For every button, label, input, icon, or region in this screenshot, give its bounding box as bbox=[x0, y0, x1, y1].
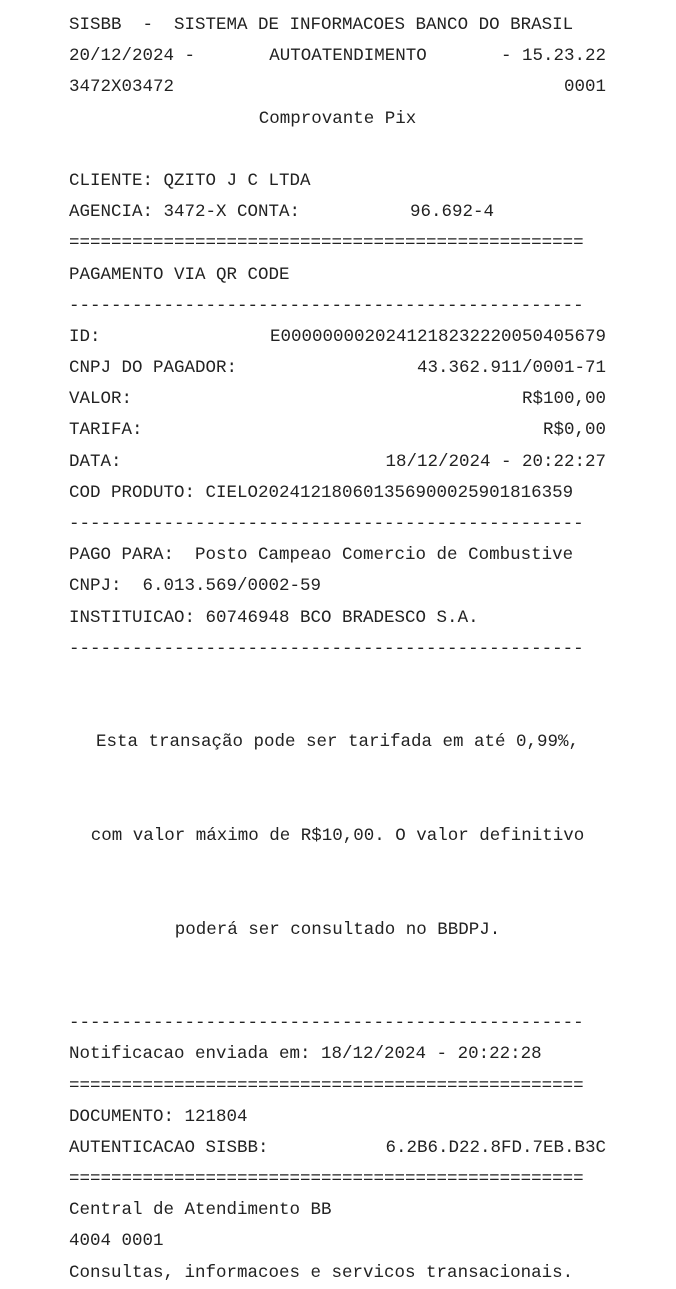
fee-notice bbox=[69, 665, 606, 1008]
services-line bbox=[69, 1258, 606, 1289]
payer-cnpj-label: CNPJ DO PAGADOR: bbox=[69, 358, 238, 379]
receipt-title: Comprovante Pix bbox=[258, 108, 417, 129]
receipt-title-line bbox=[69, 104, 606, 135]
header-terminal: 3472X03472 bbox=[69, 77, 175, 98]
blank-line bbox=[69, 135, 606, 166]
tarifa-value: R$0,00 bbox=[542, 420, 606, 441]
payment-id-value: E00000000202412182322200504056​79 bbox=[269, 326, 606, 347]
pix-receipt bbox=[69, 10, 606, 1289]
valor-value: R$100,00 bbox=[521, 389, 606, 410]
instituicao: INSTITUICAO: 60746948 BCO BRADESCO S.A. bbox=[69, 607, 479, 628]
payment-id-line bbox=[69, 322, 606, 353]
autenticacao-line bbox=[69, 1133, 606, 1164]
single-separator: ------------------------------------------------- bbox=[69, 638, 584, 659]
documento-line bbox=[69, 1102, 606, 1133]
notification-text: Notificacao enviada em: 18/12/2024 - 20:22:28 bbox=[69, 1044, 542, 1065]
header-time: - 15.23.22 bbox=[500, 46, 606, 67]
double-separator: ================================================= bbox=[69, 233, 584, 254]
documento: DOCUMENTO: 121804 bbox=[69, 1106, 248, 1127]
header-system-line bbox=[69, 10, 606, 41]
header-system: SISBB - SISTEMA DE INFORMACOES BANCO DO BRASIL bbox=[69, 15, 574, 35]
client-name-line bbox=[69, 166, 606, 197]
valor-label: VALOR: bbox=[69, 389, 133, 410]
payee-cnpj: CNPJ: 6.013.569/0002-59 bbox=[69, 576, 322, 597]
client-agency-line bbox=[69, 197, 606, 228]
notification-line bbox=[69, 1039, 606, 1070]
header-date-line bbox=[69, 41, 606, 72]
phone-line bbox=[69, 1226, 606, 1257]
autenticacao-value: 6.2B6.D22.8FD.7EB.B3C bbox=[385, 1137, 606, 1158]
header-sequence: 0001 bbox=[563, 77, 606, 98]
pago-para-line bbox=[69, 540, 606, 571]
payment-id-label: ID: bbox=[69, 326, 101, 347]
client-name: CLIENTE: QZITO J C LTDA bbox=[69, 170, 311, 191]
header-date: 20/12/2024 - bbox=[69, 46, 196, 67]
pago-para: PAGO PARA: Posto Campeao Comercio de Combustive bbox=[69, 545, 574, 566]
tarifa-line bbox=[69, 415, 606, 446]
client-account: 96.692-4 bbox=[409, 202, 494, 223]
data-value: 18/12/2024 - 20:22:27 bbox=[385, 451, 606, 472]
payee-cnpj-line bbox=[69, 571, 606, 602]
central-line bbox=[69, 1195, 606, 1226]
payer-cnpj-value: 43.362.911/0001-71 bbox=[416, 358, 606, 379]
payer-cnpj-line bbox=[69, 353, 606, 384]
header-terminal-line bbox=[69, 72, 606, 103]
autenticacao-label: AUTENTICACAO SISBB: bbox=[69, 1137, 269, 1158]
fee-notice-line-3: poderá ser consultado no BBDPJ. bbox=[174, 919, 501, 940]
double-separator: ================================================= bbox=[69, 1169, 584, 1190]
fee-notice-line-2: com valor máximo de R$10,00. O valor definitivo bbox=[90, 825, 585, 846]
data-label: DATA: bbox=[69, 451, 122, 472]
services-text: Consultas, informacoes e servicos transacionais. bbox=[69, 1262, 574, 1283]
fee-notice-line-1: Esta transação pode ser tarifada em até 0,99%, bbox=[95, 732, 580, 753]
data-line bbox=[69, 447, 606, 478]
central-phone: 4004 0001 bbox=[69, 1231, 164, 1252]
cod-produto-line bbox=[69, 478, 606, 509]
payment-section-title-line bbox=[69, 260, 606, 291]
cod-produto: COD PRODUTO: CIELO20241218060135690002590181635​9 bbox=[69, 482, 574, 503]
client-agency-label: AGENCIA: 3472-X CONTA: bbox=[69, 202, 301, 223]
instituicao-line bbox=[69, 603, 606, 634]
single-separator: ------------------------------------------------- bbox=[69, 514, 584, 534]
payment-section-title: PAGAMENTO VIA QR CODE bbox=[69, 264, 290, 285]
central-atendimento: Central de Atendimento BB bbox=[69, 1200, 332, 1221]
single-separator: ------------------------------------------------- bbox=[69, 295, 584, 316]
tarifa-label: TARIFA: bbox=[69, 420, 143, 441]
header-mode: AUTOATENDIMENTO bbox=[269, 46, 427, 67]
valor-line bbox=[69, 384, 606, 415]
double-separator: ================================================= bbox=[69, 1075, 584, 1096]
single-separator: ------------------------------------------------- bbox=[69, 1013, 584, 1034]
